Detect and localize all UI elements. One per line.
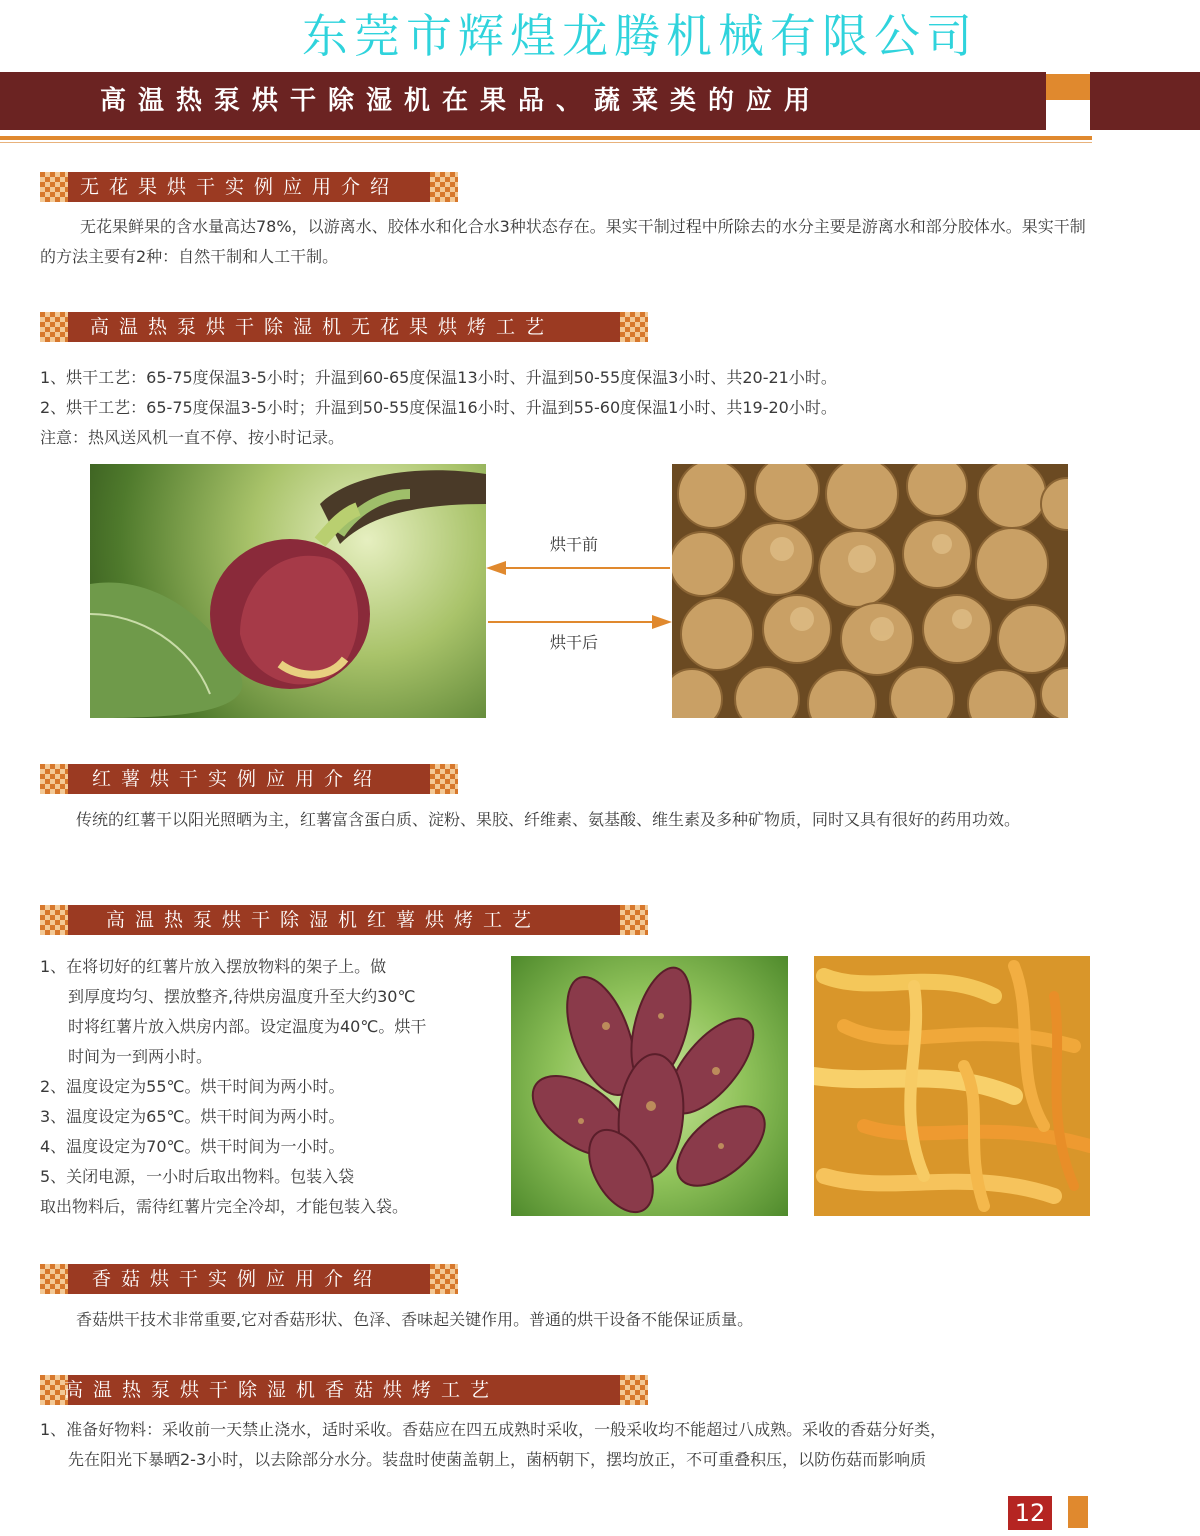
page-number-accent <box>1068 1496 1088 1528</box>
title-banner <box>0 72 1200 130</box>
section-heading-label: 香菇烘干实例应用介绍 <box>92 1268 383 1290</box>
potato-step-line: 取出物料后，需待红薯片完全冷却，才能包装入袋。 <box>40 1197 409 1216</box>
fresh-fig-illustration <box>90 464 486 718</box>
banner-title: 高温热泵烘干除湿机在果品、蔬菜类的应用 <box>100 86 823 116</box>
after-drying-label: 烘干后 <box>550 633 599 652</box>
section-heading-label: 红薯烘干实例应用介绍 <box>92 768 383 790</box>
section-heading-potato-process <box>40 905 648 935</box>
mushroom-intro-paragraph <box>40 1305 1100 1335</box>
potato-step-line: 时将红薯片放入烘房内部。设定温度为40℃。烘干 <box>68 1017 427 1036</box>
sweet-potato-photo <box>511 956 788 1216</box>
mushroom-process-steps <box>40 1415 946 1475</box>
potato-step-line: 2、温度设定为55℃。烘干时间为两小时。 <box>40 1077 345 1096</box>
section-heading-label: 高温热泵烘干除湿机香菇烘烤工艺 <box>64 1379 500 1401</box>
before-arrow-line <box>494 567 670 569</box>
heading-pattern-right <box>620 905 648 935</box>
heading-pattern-right <box>620 312 648 342</box>
potato-step-line: 5、关闭电源，一小时后取出物料。包装入袋 <box>40 1167 355 1186</box>
sweet-potato-illustration <box>511 956 788 1216</box>
section-heading-label: 无花果烘干实例应用介绍 <box>80 176 400 198</box>
fig-process-line-2: 2、烘干工艺：65-75度保温3-5小时；升温到50-55度保温16小时、升温到55-60度保温1小时、共19-20小时。 <box>40 398 837 417</box>
heading-pattern-right <box>430 1264 458 1294</box>
section-heading-fig-process <box>40 312 648 342</box>
potato-step-line: 时间为一到两小时。 <box>68 1047 213 1066</box>
heading-pattern-left <box>40 1264 68 1294</box>
potato-step-line: 1、在将切好的红薯片放入摆放物料的架子上。做 <box>40 957 387 976</box>
heading-pattern-left <box>40 905 68 935</box>
section-heading-label: 高温热泵烘干除湿机无花果烘烤工艺 <box>90 316 555 338</box>
left-arrow-icon <box>486 560 506 576</box>
section-heading-potato-intro <box>40 764 458 794</box>
section-heading-label: 高温热泵烘干除湿机红薯烘烤工艺 <box>106 909 542 931</box>
heading-pattern-left <box>40 764 68 794</box>
page-number: 12 <box>1008 1496 1052 1530</box>
company-name: 东莞市辉煌龙腾机械有限公司 <box>302 9 978 63</box>
potato-step-line: 4、温度设定为70℃。烘干时间为一小时。 <box>40 1137 345 1156</box>
header-rule-thin <box>0 142 1092 143</box>
section-heading-mushroom-process <box>40 1375 648 1405</box>
potato-process-steps <box>40 952 426 1222</box>
fig-process-line-3: 注意：热风送风机一直不停、按小时记录。 <box>40 428 345 447</box>
header-rule <box>0 136 1092 140</box>
potato-intro-paragraph <box>40 805 1100 835</box>
section-heading-fig-intro <box>40 172 458 202</box>
mushroom-step-line: 先在阳光下暴晒2-3小时，以去除部分水分。装盘时使菌盖朝上，菌柄朝下，摆均放正，不可重叠积压，以防伤菇而影响质 <box>68 1450 927 1469</box>
before-drying-label: 烘干前 <box>550 535 599 554</box>
dried-sweet-potato-photo <box>814 956 1090 1216</box>
dried-fig-photo <box>672 464 1068 718</box>
dried-sweet-potato-illustration <box>814 956 1090 1216</box>
heading-pattern-left <box>40 172 68 202</box>
fig-intro-text: 无花果鲜果的含水量高达78%，以游离水、胶体水和化合水3种状态存在。果实干制过程中所除去的水分主要是游离水和部分胶体水。果实干制的方法主要有2种：自然干制和人工干制。 <box>40 217 1086 266</box>
heading-pattern-right <box>430 764 458 794</box>
right-arrow-icon <box>652 614 672 630</box>
heading-pattern-right <box>620 1375 648 1405</box>
dried-fig-illustration <box>672 464 1068 718</box>
section-heading-mushroom-intro <box>40 1264 458 1294</box>
mushroom-intro-text: 香菇烘干技术非常重要,它对香菇形状、色泽、香味起关键作用。普通的烘干设备不能保证质量。 <box>76 1310 754 1329</box>
potato-intro-text: 传统的红薯干以阳光照晒为主，红薯富含蛋白质、淀粉、果胶、纤维素、氨基酸、维生素及多种矿物质，同时又具有很好的药用功效。 <box>76 810 1021 829</box>
fig-process-steps <box>40 363 837 453</box>
fig-process-line-1: 1、烘干工艺：65-75度保温3-5小时；升温到60-65度保温13小时、升温到50-55度保温3小时、共20-21小时。 <box>40 368 837 387</box>
fig-intro-paragraph <box>40 212 1100 272</box>
banner-corner-accent <box>1046 74 1090 100</box>
potato-step-line: 到厚度均匀、摆放整齐,待烘房温度升至大约30℃ <box>68 987 416 1006</box>
after-arrow-line <box>488 621 660 623</box>
heading-pattern-right <box>430 172 458 202</box>
mushroom-step-line: 1、准备好物料：采收前一天禁止浇水，适时采收。香菇应在四五成熟时采收，一般采收均不能超过八成熟。采收的香菇分好类， <box>40 1420 947 1439</box>
fresh-fig-photo <box>90 464 486 718</box>
potato-step-line: 3、温度设定为65℃。烘干时间为两小时。 <box>40 1107 345 1126</box>
heading-pattern-left <box>40 312 68 342</box>
